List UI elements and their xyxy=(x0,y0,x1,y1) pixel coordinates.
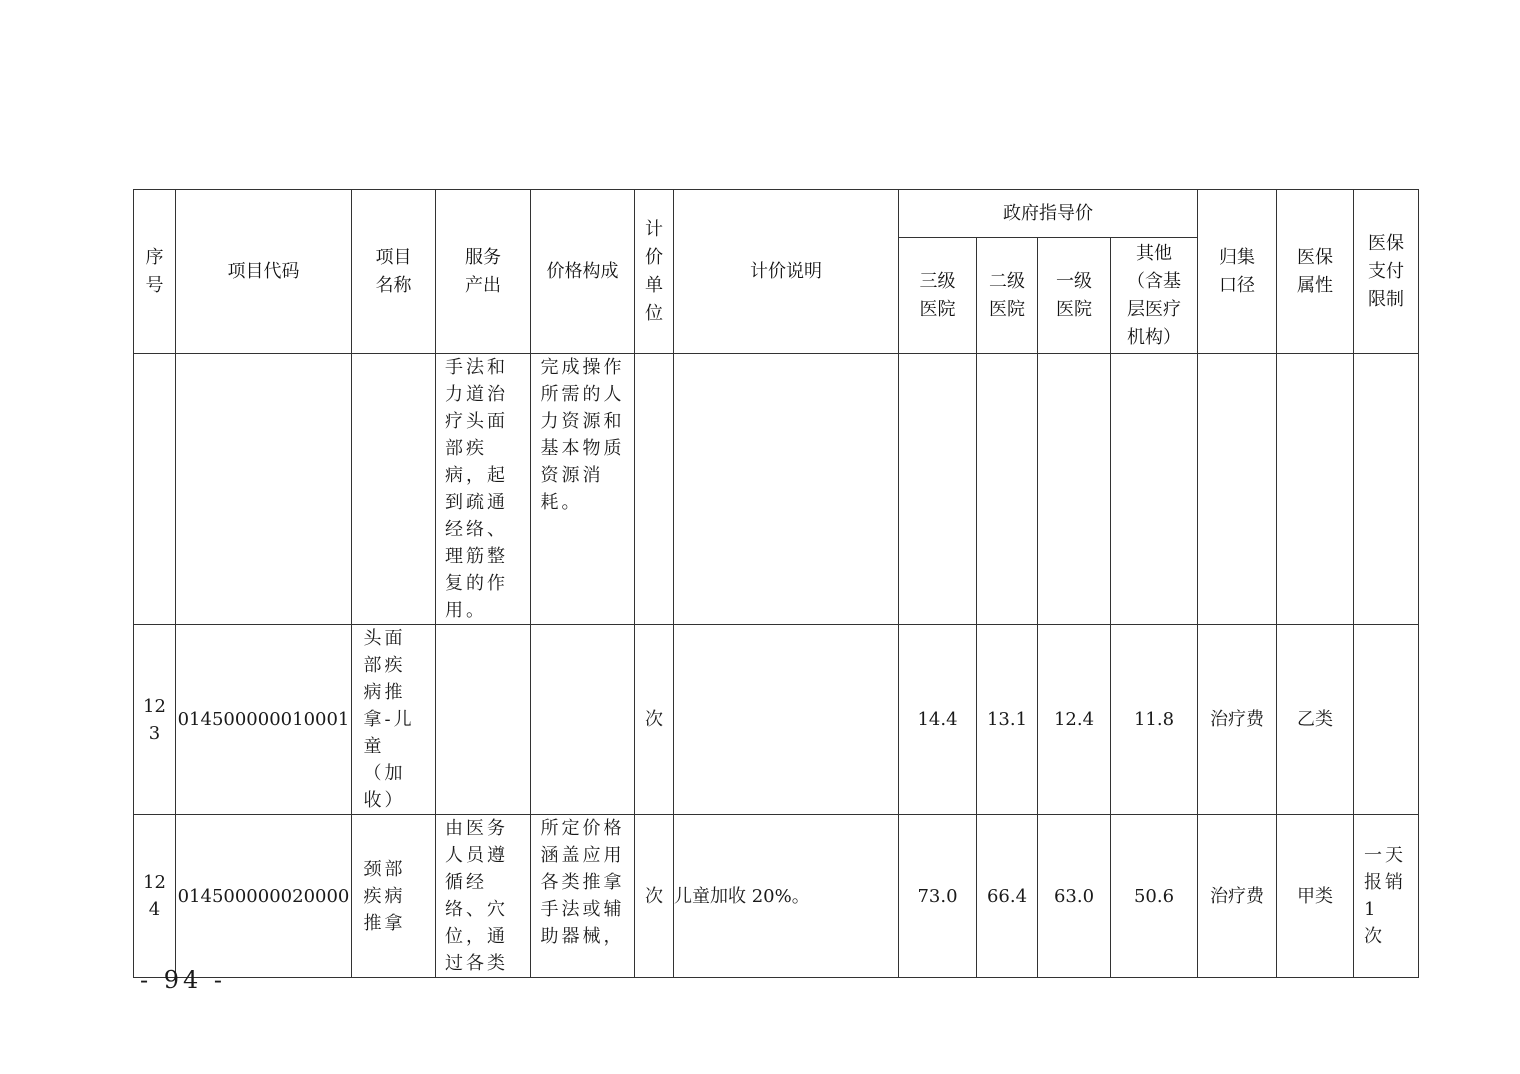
col-name-header: 项目 名称 xyxy=(352,190,436,354)
cell-insurance-limit: 一天报销 1 次 xyxy=(1354,815,1419,978)
col-category-header: 归集 口径 xyxy=(1198,190,1277,354)
cell-service xyxy=(436,625,531,815)
cell-name xyxy=(352,354,436,625)
cell-level1: 63.0 xyxy=(1038,815,1111,978)
cell-other: 11.8 xyxy=(1111,625,1198,815)
cell-level3: 14.4 xyxy=(899,625,977,815)
cell-pricing-note: 儿童加收 20%。 xyxy=(674,815,899,978)
cell-unit xyxy=(635,354,674,625)
cell-insurance-limit xyxy=(1354,354,1419,625)
col-service-header: 服务 产出 xyxy=(436,190,531,354)
table-row xyxy=(134,625,1419,815)
cell-code xyxy=(176,354,352,625)
cell-service: 手法和力道治疗头面部疾病，起到疏通经络、理筋整复的作用。 xyxy=(436,354,531,625)
cell-other xyxy=(1111,354,1198,625)
cell-code: 014500000010001 xyxy=(176,625,352,815)
cell-other: 50.6 xyxy=(1111,815,1198,978)
cell-insurance-attr: 乙类 xyxy=(1277,625,1354,815)
page-number: - 94 - xyxy=(140,966,227,994)
cell-level2 xyxy=(977,354,1038,625)
cell-level1: 12.4 xyxy=(1038,625,1111,815)
gov-guide-price-header: 政府指导价 xyxy=(899,190,1198,238)
col-insurance-attr-header: 医保 属性 xyxy=(1277,190,1354,354)
cell-unit: 次 xyxy=(635,815,674,978)
cell-price-composition: 完成操作所需的人力资源和基本物质资源消耗。 xyxy=(531,354,635,625)
cell-level1 xyxy=(1038,354,1111,625)
col-insurance-limit-header: 医保 支付 限制 xyxy=(1354,190,1419,354)
cell-category xyxy=(1198,354,1277,625)
cell-level2: 66.4 xyxy=(977,815,1038,978)
cell-insurance-limit xyxy=(1354,625,1419,815)
cell-level3: 73.0 xyxy=(899,815,977,978)
cell-insurance-attr xyxy=(1277,354,1354,625)
cell-insurance-attr: 甲类 xyxy=(1277,815,1354,978)
cell-code: 014500000020000 xyxy=(176,815,352,978)
col-pricing-note-header: 计价说明 xyxy=(674,190,899,354)
cell-level2: 13.1 xyxy=(977,625,1038,815)
cell-name: 头面部疾病推拿-儿童（加收） xyxy=(352,625,436,815)
table-row xyxy=(134,815,1419,978)
header-row-top xyxy=(134,190,1419,238)
cell-level3 xyxy=(899,354,977,625)
col-level3-header: 三级 医院 xyxy=(899,238,977,354)
col-unit-header: 计 价 单 位 xyxy=(635,190,674,354)
cell-pricing-note xyxy=(674,354,899,625)
cell-pricing-note xyxy=(674,625,899,815)
cell-unit: 次 xyxy=(635,625,674,815)
cell-price-composition xyxy=(531,625,635,815)
col-other-header: 其他 （含基 层医疗 机构） xyxy=(1111,238,1198,354)
col-price-composition-header: 价格构成 xyxy=(531,190,635,354)
table-row xyxy=(134,354,1419,625)
col-code-header: 项目代码 xyxy=(176,190,352,354)
cell-category: 治疗费 xyxy=(1198,625,1277,815)
cell-service: 由医务人员遵循经络、穴位，通过各类 xyxy=(436,815,531,978)
cell-seq: 12 4 xyxy=(134,815,176,978)
price-table xyxy=(133,189,1419,978)
cell-category: 治疗费 xyxy=(1198,815,1277,978)
cell-name: 颈部疾病推拿 xyxy=(352,815,436,978)
col-level1-header: 一级 医院 xyxy=(1038,238,1111,354)
cell-seq: 12 3 xyxy=(134,625,176,815)
col-level2-header: 二级 医院 xyxy=(977,238,1038,354)
cell-seq xyxy=(134,354,176,625)
col-seq-header: 序 号 xyxy=(134,190,176,354)
cell-price-composition: 所定价格涵盖应用各类推拿手法或辅助器械， xyxy=(531,815,635,978)
